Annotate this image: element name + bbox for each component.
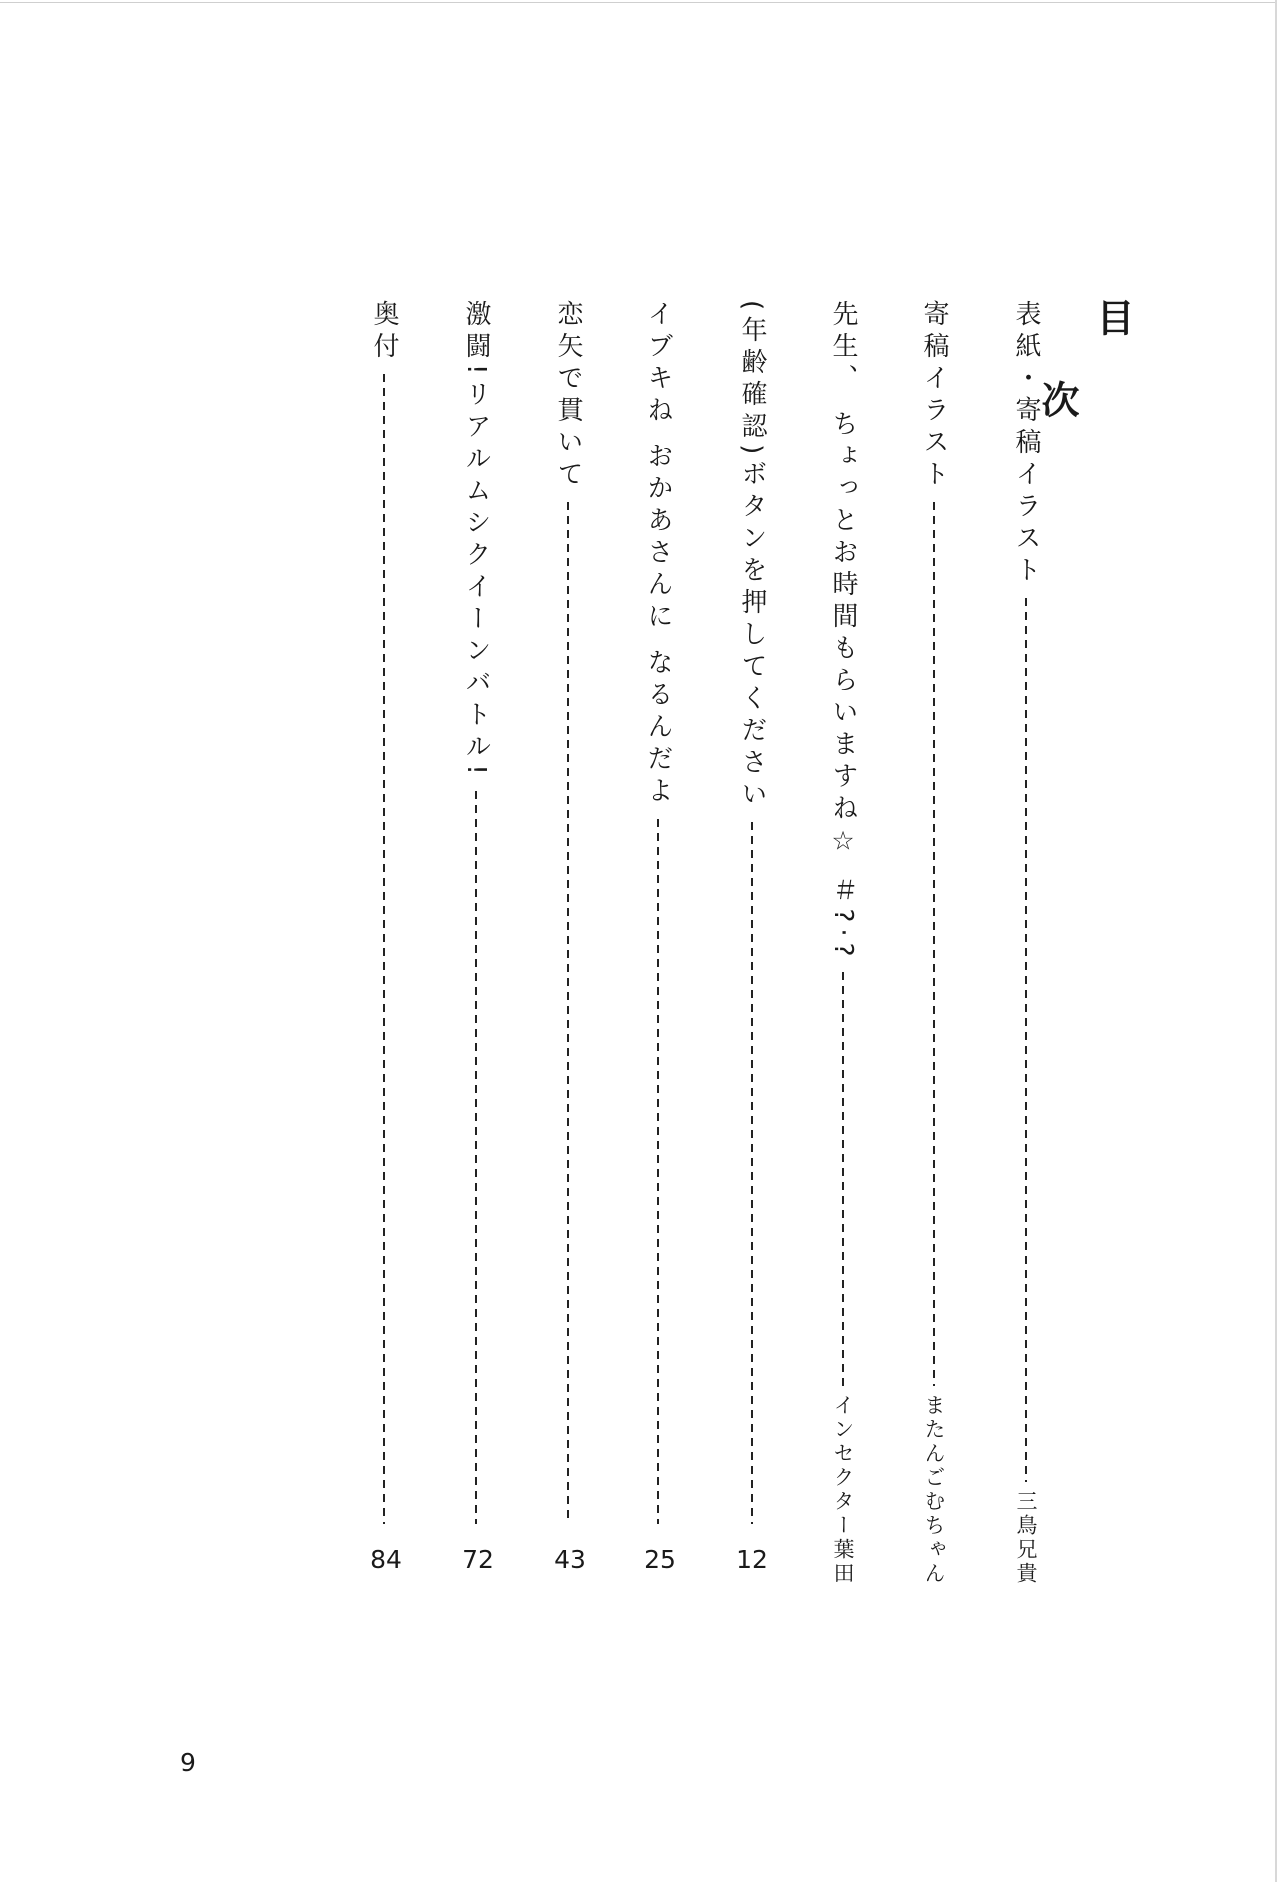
scan-edge-right (1275, 0, 1277, 1882)
dotted-leader (475, 791, 477, 1524)
dotted-leader (842, 972, 844, 1386)
entry-page-number: 43 (554, 1545, 586, 1574)
dotted-leader (1025, 598, 1027, 1482)
scan-edge-top (0, 2, 1276, 3)
dotted-leader (751, 822, 753, 1524)
entry-author: またんごむちゃん (922, 1394, 946, 1586)
entry-title: イブキね おかあさんに なるんだよ (643, 300, 673, 809)
toc-entry-cover (1006, 300, 1046, 1586)
entry-page-number: 12 (736, 1545, 768, 1574)
entry-title: 激闘!リアルムシクイーンバトル! (461, 300, 491, 781)
page-folio: 9 (180, 1748, 196, 1777)
toc-entry-guest-illust (914, 300, 954, 1586)
toc-entry-guest-story (823, 300, 863, 1586)
entry-author: 三鳥兄貴 (1014, 1490, 1038, 1586)
entry-title: 奥付 (369, 300, 399, 364)
toc-entry (456, 300, 496, 1524)
dotted-leader (657, 819, 659, 1524)
heading-char: 目 (1090, 298, 1134, 336)
heading-char: 次 (1035, 380, 1079, 418)
toc-entry (732, 300, 772, 1524)
toc-entry (548, 300, 588, 1524)
toc-heading (1035, 298, 1140, 418)
toc-entry-colophon (364, 300, 404, 1524)
toc-entry (638, 300, 678, 1524)
entry-title: (年齢確認)ボタンを押してください (737, 300, 767, 813)
dotted-leader (933, 502, 935, 1386)
entry-author: インセクター葉田 (831, 1394, 855, 1586)
entry-title: 表紙・寄稿イラスト (1011, 300, 1041, 588)
dotted-leader (567, 502, 569, 1524)
entry-title: 寄稿イラスト (919, 300, 949, 492)
entry-page-number: 72 (462, 1545, 494, 1574)
entry-page-number: 25 (644, 1545, 676, 1574)
dotted-leader (383, 374, 385, 1524)
entry-title: 先生、 ちょっとお時間もらいますね☆ ＃?·? (828, 300, 858, 963)
entry-title: 恋矢で貫いて (553, 300, 583, 492)
entry-page-number: 84 (370, 1545, 402, 1574)
